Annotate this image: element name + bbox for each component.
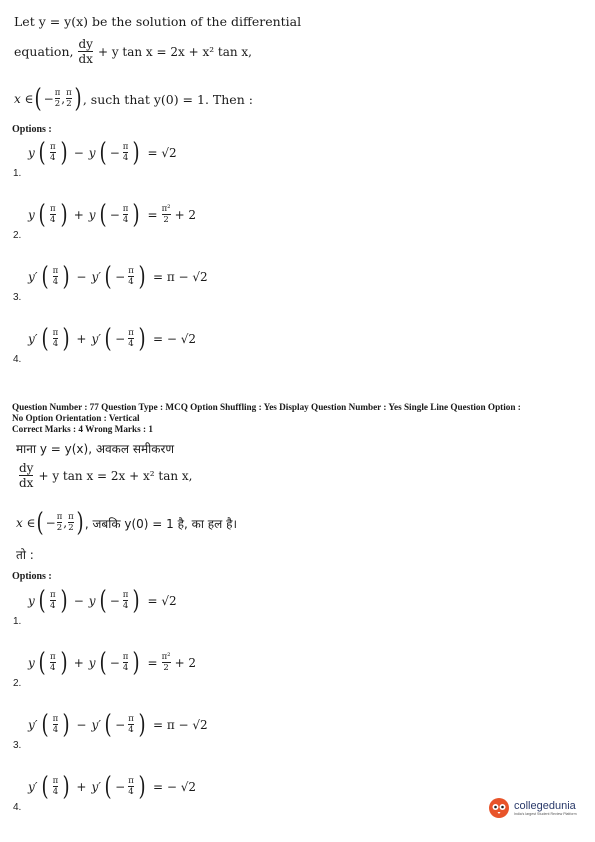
- logo-tagline: India's largest Student Review Platform: [514, 811, 577, 816]
- then-hi: तो :: [16, 548, 34, 562]
- collegedunia-logo: [488, 797, 577, 819]
- en-option-4[interactable]: y′ ( $\frac{\pi}{4}$ ) + y′ ( − $\frac{\pi}{4}$ ) = − √2: [28, 324, 196, 354]
- question-hi-line-1: माना y = y(x), अवकल समीकरण: [16, 442, 175, 456]
- pi-over-4: $\frac{\pi}{4}$: [52, 328, 59, 349]
- question-equation: [14, 38, 252, 65]
- pi-over-4: $\frac{\pi}{4}$: [122, 590, 129, 611]
- en-option-number-3: 3.: [13, 292, 22, 303]
- pi-over-4: $\frac{\pi}{4}$: [122, 142, 129, 163]
- hi-option-number-3: 3.: [13, 740, 22, 751]
- options-label-hi: Options :: [12, 571, 52, 582]
- domain-rest: , such that y(0) = 1. Then :: [82, 91, 253, 107]
- en-option-number-1: 1.: [13, 168, 22, 179]
- equation-rest: + y tan x = 2x + x² tan x,: [97, 44, 252, 59]
- pi-over-4: $\frac{\pi}{4}$: [128, 776, 134, 797]
- hi-option-number-1: 1.: [13, 616, 22, 627]
- pi-over-4: $\frac{\pi}{4}$: [49, 590, 56, 611]
- pi-over-4: $\frac{\pi}{4}$: [122, 652, 129, 673]
- question-hi-equation: $\frac{dy}{dx}$ + y tan x = 2x + x² tan x,: [19, 461, 193, 490]
- domain-line: x ∈ ( − $\frac{\pi}{2}$ , $\frac{\pi}{2}$ ) , such that y(0) = 1. Then :: [14, 84, 253, 114]
- en-option-3[interactable]: y′ ( $\frac{\pi}{4}$ ) − y′ ( − $\frac{\pi}{4}$ ) = π − √2: [28, 262, 208, 292]
- hi-option-3[interactable]: y′ ( $\frac{\pi}{4}$ ) − y′ ( − $\frac{\pi}{4}$ ) = π − √2: [28, 710, 208, 740]
- question-meta: Question Number : 77 Question Type : MCQ Option Shuffling : Yes Display Question Number : Yes Single Line Question Option : No Option Orientation : Vertical Correct Marks : 4 Wrong Marks : 1: [12, 402, 521, 434]
- hi-option-number-4: 4.: [13, 802, 22, 813]
- pi-over-2: $\frac{\pi}{2}$: [66, 88, 72, 109]
- question-line-1: Let y = y(x) be the solution of the differential: [14, 14, 302, 29]
- pi-over-4: $\frac{\pi}{4}$: [49, 142, 56, 163]
- pi-over-4: $\frac{\pi}{4}$: [128, 266, 134, 287]
- en-option-number-2: 2.: [13, 230, 22, 241]
- en-option-2[interactable]: y ( $\frac{\pi}{4}$ ) + y ( − $\frac{\pi}{4}$ ) = $\frac{\text{π²}}{2}$ + 2: [28, 200, 197, 230]
- pi-over-4: $\frac{\pi}{4}$: [52, 714, 59, 735]
- hi-option-number-2: 2.: [13, 678, 22, 689]
- en-option-1[interactable]: y ( $\frac{\pi}{4}$ ) − y ( − $\frac{\pi}{4}$ ) = √2: [28, 138, 177, 168]
- pi-over-4: $\frac{\pi}{4}$: [128, 714, 134, 735]
- domain-rest-hi: , जबकि y(0) = 1 है, का हल है।: [84, 516, 237, 531]
- logo-text: collegedunia: [514, 799, 576, 812]
- hi-option-4[interactable]: y′ ( $\frac{\pi}{4}$ ) + y′ ( − $\frac{\pi}{4}$ ) = − √2: [28, 772, 196, 802]
- rhs-fraction: $\frac{\text{π²}}{2}$: [161, 652, 171, 673]
- en-option-number-4: 4.: [13, 354, 22, 365]
- hi-option-1[interactable]: y ( $\frac{\pi}{4}$ ) − y ( − $\frac{\pi}{4}$ ) = √2: [28, 586, 177, 616]
- pi-over-4: $\frac{\pi}{4}$: [122, 204, 129, 225]
- hi-option-2[interactable]: y ( $\frac{\pi}{4}$ ) + y ( − $\frac{\pi}{4}$ ) = $\frac{\text{π²}}{2}$ + 2: [28, 648, 197, 678]
- equation-prefix: equation,: [14, 44, 74, 60]
- owl-icon: [488, 797, 510, 819]
- dy-dx-fraction-hi: $\frac{dy}{dx}$: [19, 461, 34, 490]
- pi-over-4: $\frac{\pi}{4}$: [128, 328, 134, 349]
- domain-line-hi: x ∈ ( − $\frac{\pi}{2}$ , $\frac{\pi}{2}$ ) , जबकि y(0) = 1 है, का हल है।: [16, 508, 237, 538]
- pi-over-4: $\frac{\pi}{4}$: [49, 204, 56, 225]
- options-label-en: Options :: [12, 124, 52, 135]
- dy-dx-fraction: $\frac{dy}{dx}$: [78, 37, 93, 66]
- rhs-fraction: $\frac{\text{π²}}{2}$: [161, 204, 171, 225]
- pi-over-4: $\frac{\pi}{4}$: [49, 652, 56, 673]
- neg-pi-over-2: $\frac{\pi}{2}$: [54, 88, 61, 109]
- pi-over-4: $\frac{\pi}{4}$: [52, 266, 59, 287]
- pi-over-4: $\frac{\pi}{4}$: [52, 776, 59, 797]
